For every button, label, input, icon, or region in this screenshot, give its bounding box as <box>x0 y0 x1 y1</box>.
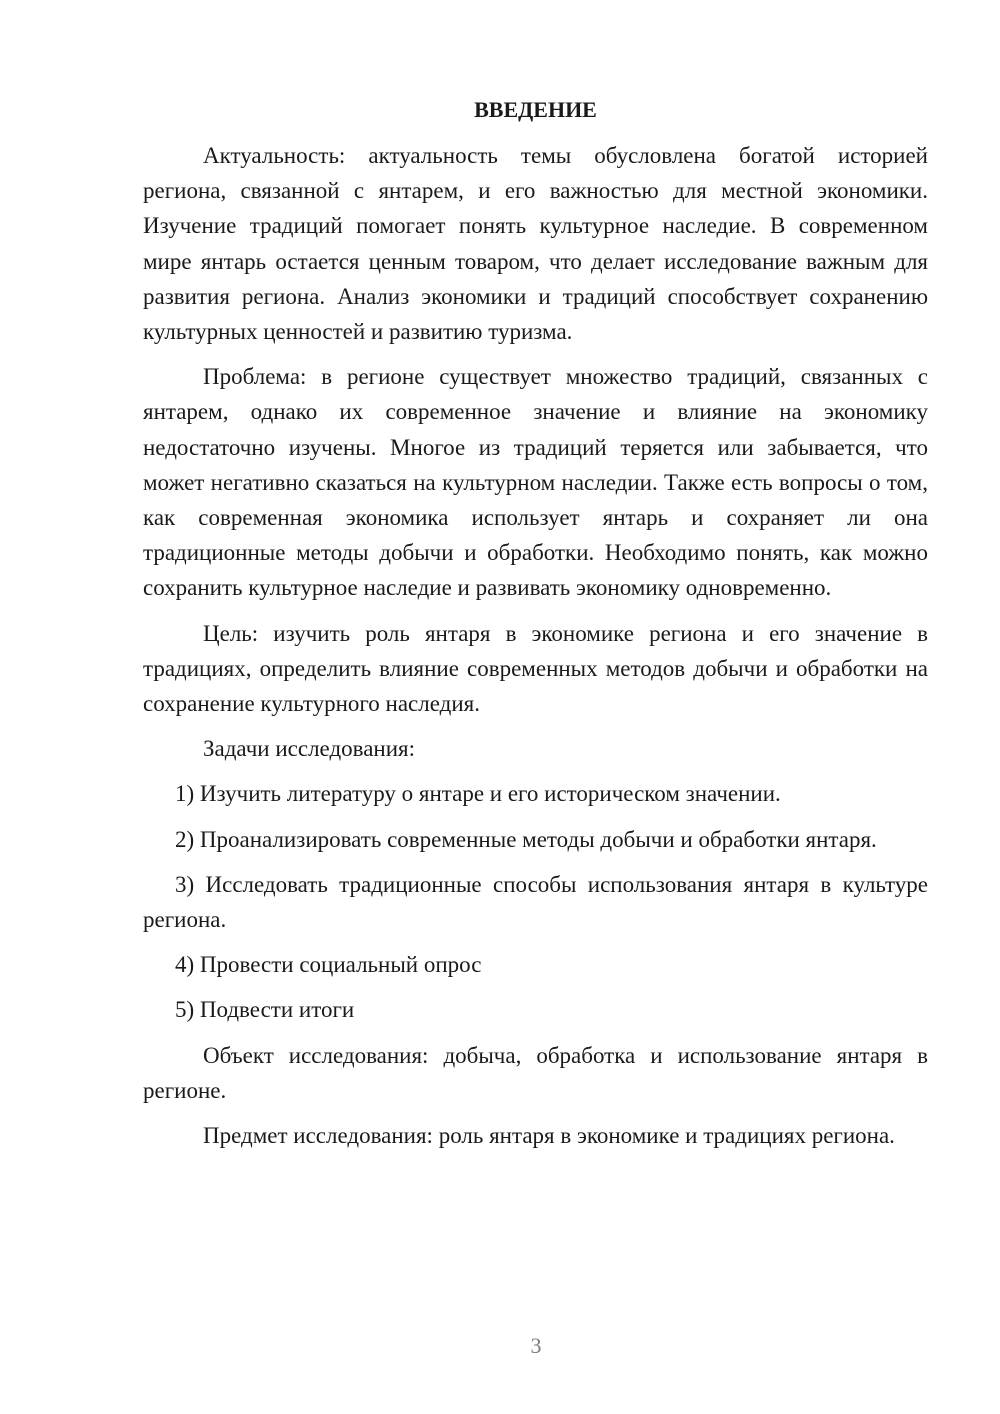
task-item-2: 2) Проанализировать современные методы добычи и обработки янтаря. <box>175 826 877 852</box>
task-item-5: 5) Подвести итоги <box>175 997 355 1023</box>
research-subject-paragraph: Предмет исследования: роль янтаря в экономике и традициях региона. <box>203 1123 895 1149</box>
page-number: 3 <box>530 1333 542 1358</box>
page-title: ВВЕДЕНИЕ <box>474 97 597 122</box>
relevance-paragraph: Актуальность: актуальность темы обусловлена богатой историей региона, связанной с янтарем, и его важностью для местной экономики. Изучение традиций помогает понять культурное наследие. В современном мире янтарь остается ценным товаром, что делает исследование важным для развития региона. Анализ экономики и традиций способствует сохранению культурных ценностей и развитию туризма. <box>143 143 928 345</box>
tasks-heading: Задачи исследования: <box>203 736 416 762</box>
page-content <box>143 92 928 1153</box>
task-item-3: 3) Исследовать традиционные способы использования янтаря в культуре региона. <box>143 871 928 933</box>
research-object-paragraph: Объект исследования: добыча, обработка и использование янтаря в регионе. <box>143 1042 928 1103</box>
goal-paragraph: Цель: изучить роль янтаря в экономике региона и его значение в традициях, определить влияние современных методов добычи и обработки на сохранение культурного наследия. <box>143 620 928 717</box>
task-item-4: 4) Провести социальный опрос <box>175 952 482 978</box>
task-item-1: 1) Изучить литературу о янтаре и его историческом значении. <box>175 781 781 807</box>
problem-paragraph: Проблема: в регионе существует множество традиций, связанных с янтарем, однако их современное значение и влияние на экономику недостаточно изучены. Многое из традиций теряется или забывается, что может негативно сказаться на культурном наследии. Также есть вопросы о том, как современная экономика использует янтарь и сохраняет ли она традиционные методы добычи и обработки. Необходимо понять, как можно сохранить культурное наследие и развивать экономику одновременно. <box>143 364 928 601</box>
